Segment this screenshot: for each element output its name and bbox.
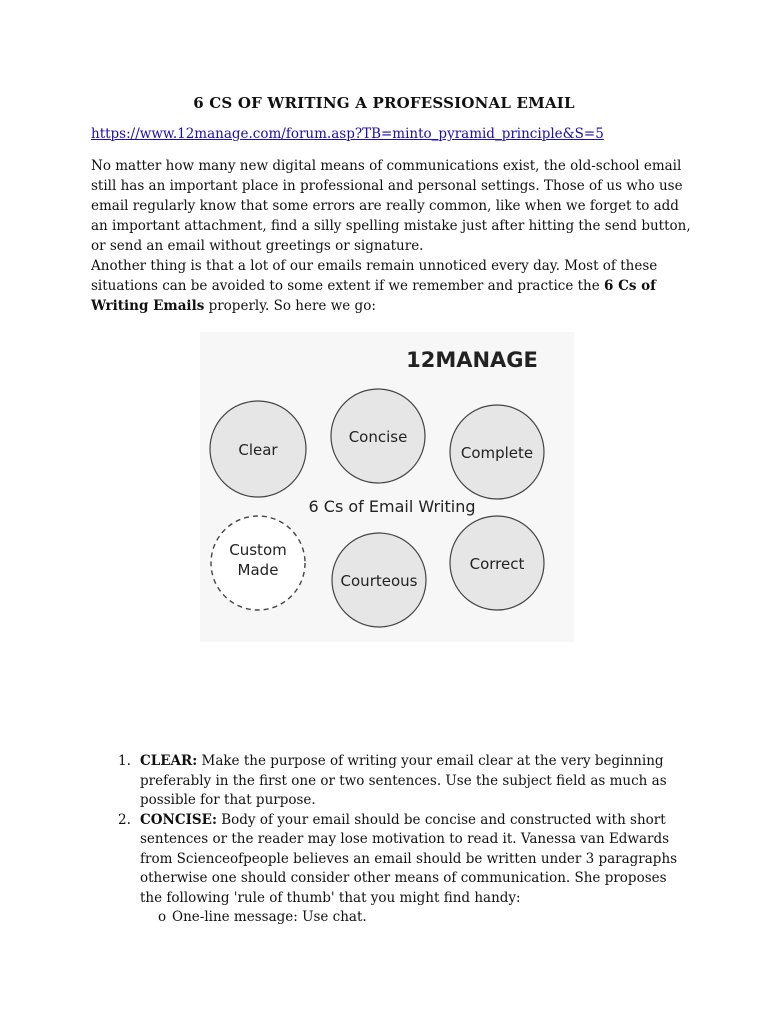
circle-custom-label-line2: Made <box>237 561 279 579</box>
circle-correct-label: Correct <box>469 555 525 573</box>
intro-paragraph-2-end: properly. So here we go: <box>204 298 376 314</box>
sub-list-item <box>158 908 688 928</box>
sub-list-item-text: One-line message: Use chat. <box>172 909 367 925</box>
circle-concise-label: Concise <box>348 428 408 446</box>
circle-clear <box>210 401 306 497</box>
intro-paragraph-2-start: Another thing is that a lot of our emails remain unnoticed every day. Most of these situations can be avoided to some extent if we remember and practice the <box>91 258 658 294</box>
list-item-clear <box>118 752 688 811</box>
circle-courteous-label: Courteous <box>340 572 418 590</box>
six-cs-diagram-svg <box>200 332 574 642</box>
bullet-icon: o <box>158 909 167 925</box>
circle-correct <box>450 516 544 610</box>
circle-courteous <box>332 533 426 627</box>
circle-complete-label: Complete <box>460 444 534 462</box>
list-item-label: CLEAR: <box>140 753 198 769</box>
circle-custom-made <box>211 516 305 610</box>
list-item-number: 2. <box>118 811 131 828</box>
list-item-text: Body of your email should be concise and constructed with short sentences or the reader may lose motivation to read it. Vanessa van Edwards from Scienceofpeople believes an email should be written under 3 paragraphs otherwise one should consider other means of communication. She proposes the following 'rule of thumb' that you might find handy: <box>140 811 678 906</box>
six-cs-diagram <box>200 332 574 642</box>
intro-paragraph-2-bold: 6 Cs of Writing Emails <box>91 278 656 314</box>
sub-list <box>140 908 688 928</box>
intro-text <box>91 156 691 316</box>
circle-custom-label-line1: Custom <box>229 541 287 559</box>
list-item-number: 1. <box>118 753 131 769</box>
circle-concise <box>331 389 425 483</box>
document-title: 6 CS OF WRITING A PROFESSIONAL EMAIL <box>193 94 575 112</box>
circle-clear-label: Clear <box>238 441 278 459</box>
source-link[interactable]: https://www.12manage.com/forum.asp?TB=minto_pyramid_principle&S=5 <box>91 126 604 142</box>
list-item-text: Make the purpose of writing your email clear at the very beginning preferably in the first one or two sentences. Use the subject field as much as possible for that purpose. <box>140 753 667 808</box>
brand-logo-text: 12MANAGE <box>406 348 538 372</box>
diagram-center-label: 6 Cs of Email Writing <box>308 497 476 516</box>
list-item-label: CONCISE: <box>140 811 217 828</box>
intro-paragraph-2 <box>91 256 691 316</box>
list-item-concise <box>118 811 688 928</box>
circle-complete <box>450 405 544 499</box>
six-cs-list <box>118 752 688 928</box>
intro-paragraph-1: No matter how many new digital means of communications exist, the old-school email still has an important place in professional and personal settings. Those of us who use email regularly know that some errors are really common, like when we forget to add an important attachment, find a silly spelling mistake just after hitting the send button, or send an email without greetings or signature. <box>91 158 691 254</box>
